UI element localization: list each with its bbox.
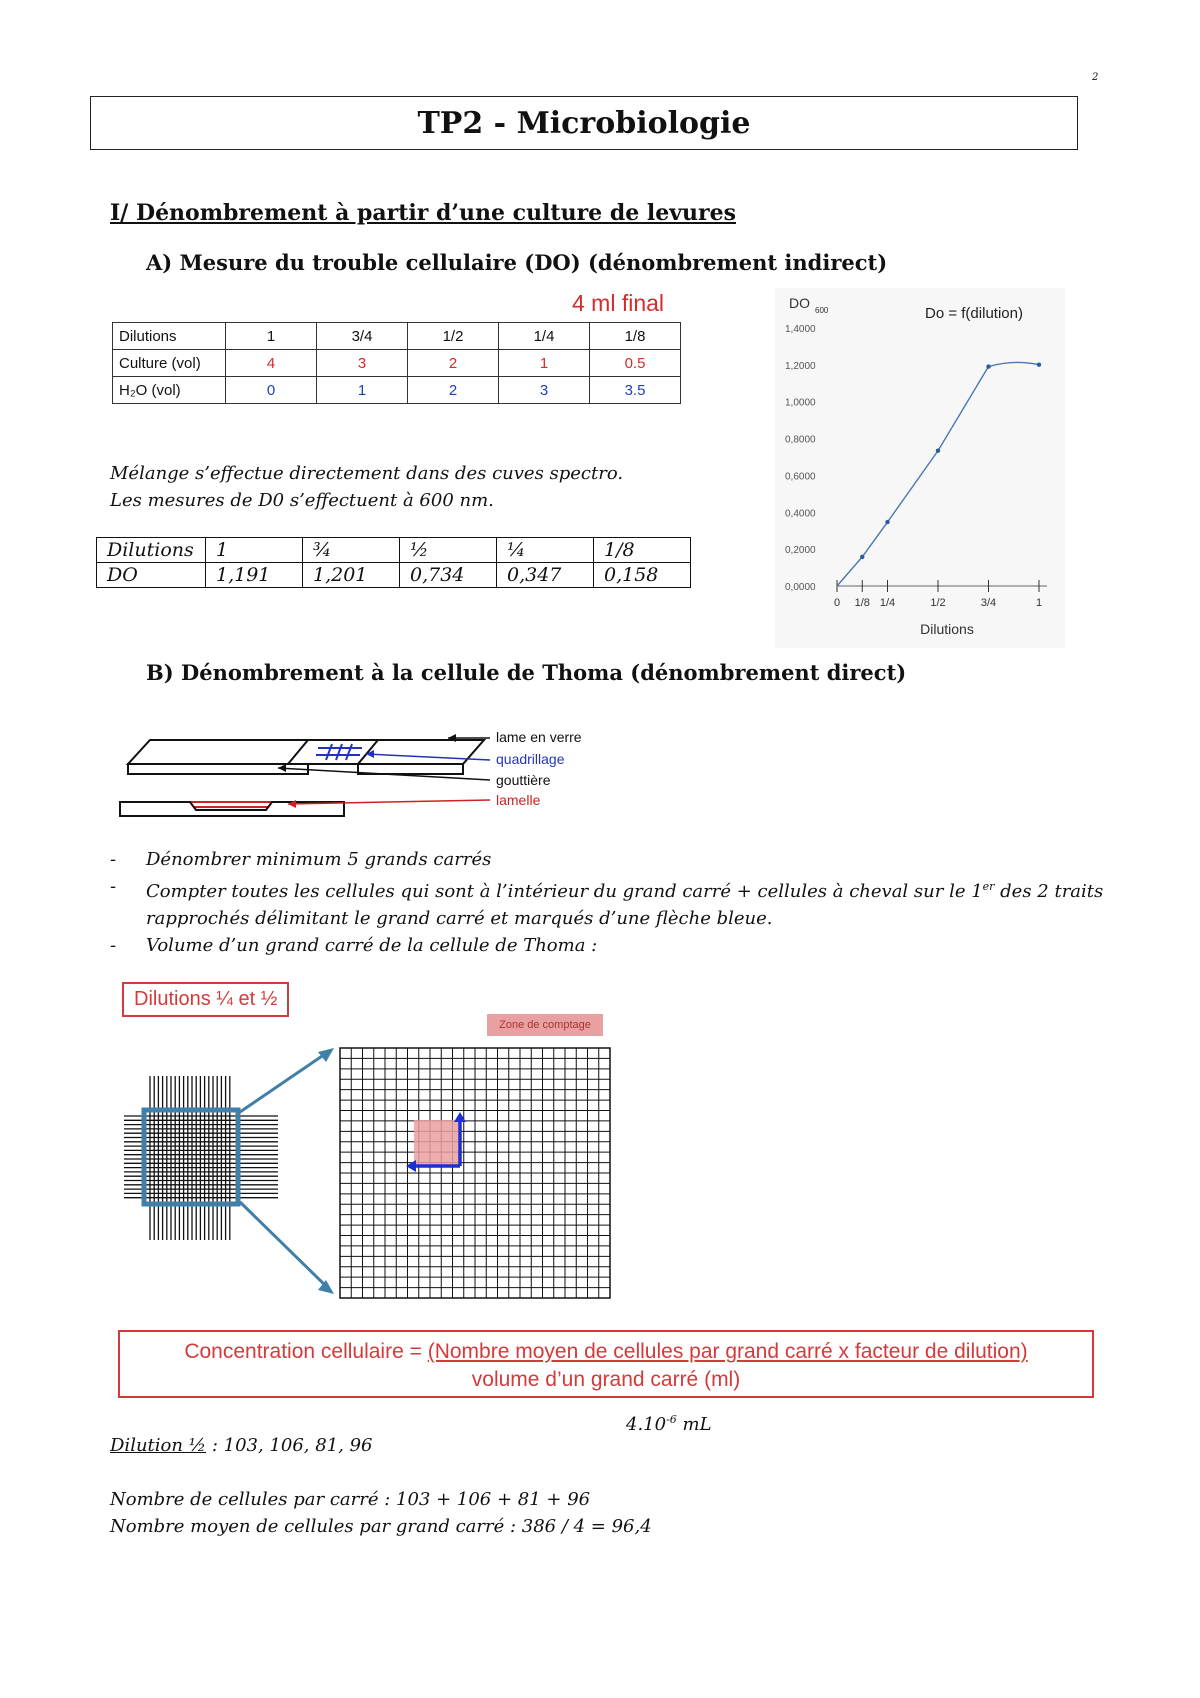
list-item: - Volume d’un grand carré de la cellule de Thoma :	[110, 932, 1110, 959]
y-tick-label: 1,2000	[785, 360, 816, 372]
table-cell: 1	[226, 323, 317, 350]
table-cell: 0,734	[400, 563, 497, 588]
y-tick-label: 0,6000	[785, 471, 816, 483]
page-number: 2	[1092, 72, 1099, 83]
final-volume-note: 4 ml final	[572, 290, 665, 316]
table-cell: 3.5	[590, 377, 681, 404]
table-cell: 1/8	[594, 538, 691, 563]
table-cell: 1	[317, 377, 408, 404]
table-row	[113, 377, 681, 404]
table-cell: 1,191	[206, 563, 303, 588]
prep-table	[112, 322, 681, 404]
table-cell: 0.5	[590, 350, 681, 377]
table-cell: Dilutions	[97, 538, 206, 563]
label-lame: lame en verre	[496, 729, 582, 745]
thoma-slide-diagram	[118, 718, 582, 830]
table-cell: ½	[400, 538, 497, 563]
formula-line-1	[120, 1340, 1092, 1364]
formula-numerator: (Nombre moyen de cellules par grand carré x facteur de dilution)	[427, 1340, 1028, 1363]
volume-value: $4.10^{-6}$ mL	[626, 1413, 712, 1435]
table-cell: 1	[206, 538, 303, 563]
y-tick-label: 0,4000	[785, 508, 816, 520]
label-quadrillage: quadrillage	[496, 751, 565, 767]
table-cell: 0	[226, 377, 317, 404]
x-tick-label: 1/2	[930, 597, 946, 609]
table-cell: 3/4	[317, 323, 408, 350]
do-table-wrap	[96, 537, 691, 588]
formula-box	[118, 1330, 1094, 1398]
thoma-grid-figure	[118, 1040, 618, 1308]
table-cell: 0,158	[594, 563, 691, 588]
table-cell: 3	[317, 350, 408, 377]
data-point	[885, 520, 889, 524]
table-cell: 2	[408, 350, 499, 377]
mix-text-2: Les mesures de D0 s’effectuent à 600 nm.	[110, 490, 494, 511]
chart-background	[775, 288, 1065, 648]
x-axis-label: Dilutions	[920, 621, 974, 637]
zoom-arrow-bottom	[240, 1202, 328, 1288]
table-cell: 4	[226, 350, 317, 377]
x-tick-label: 1/4	[879, 597, 896, 609]
data-point	[936, 449, 940, 453]
table-cell: 2	[408, 377, 499, 404]
data-point	[860, 555, 864, 559]
do-table	[96, 537, 691, 588]
y-tick-label: 1,0000	[785, 397, 816, 409]
table-cell: 1/2	[408, 323, 499, 350]
data-point	[1037, 362, 1041, 366]
x-tick-label: 1/8	[854, 597, 870, 609]
x-tick-label: 3/4	[980, 597, 997, 609]
dilution-line: Dilution ½ : 103, 106, 81, 96	[110, 1435, 373, 1456]
table-cell: DO	[97, 563, 206, 588]
slide-right	[358, 740, 484, 764]
table-cell: Dilutions	[113, 323, 226, 350]
instructions-list	[110, 846, 1110, 959]
table-cell: ¼	[497, 538, 594, 563]
data-point	[986, 364, 990, 368]
table-row	[113, 350, 681, 377]
zone-label: Zone de comptage	[487, 1014, 603, 1036]
table-cell: 1	[499, 350, 590, 377]
table-cell: 1,201	[303, 563, 400, 588]
table-cell: 1/8	[590, 323, 681, 350]
table-row	[97, 563, 691, 588]
label-lamelle: lamelle	[496, 792, 541, 808]
mean-cells: Nombre moyen de cellules par grand carré : 386 / 4 = 96,4	[110, 1516, 652, 1537]
chart-title: Do = f(dilution)	[925, 305, 1023, 322]
zoom-arrow-top	[240, 1052, 328, 1112]
cells-per-square: Nombre de cellules par carré : 103 + 106 + 81 + 96	[110, 1489, 591, 1510]
y-axis-label: DO	[789, 295, 810, 311]
mix-text-1: Mélange s’effectue directement dans des cuves spectro.	[110, 463, 624, 484]
table-cell: 0,347	[497, 563, 594, 588]
formula-lhs: Concentration cellulaire =	[184, 1340, 428, 1363]
formula-denominator: volume d’un grand carré (ml)	[471, 1368, 741, 1391]
table-cell: ¾	[303, 538, 400, 563]
table-cell: Culture (vol)	[113, 350, 226, 377]
prep-table-wrap	[112, 322, 681, 404]
section-b-heading: B) Dénombrement à la cellule de Thoma (dénombrement direct)	[146, 660, 907, 685]
page-title: TP2 - Microbiologie	[417, 105, 751, 141]
y-tick-label: 0,8000	[785, 434, 816, 446]
y-tick-label: 0,2000	[785, 545, 816, 557]
table-cell: 1/4	[499, 323, 590, 350]
section-1-heading: I/ Dénombrement à partir d’une culture de levures	[110, 200, 736, 226]
list-item: - Dénombrer minimum 5 grands carrés	[110, 846, 1110, 873]
y-tick-label: 0,0000	[785, 582, 816, 593]
section-a-heading: A) Mesure du trouble cellulaire (DO) (dénombrement indirect)	[146, 250, 888, 275]
zoom-arrowhead-top	[318, 1048, 334, 1062]
label-gouttiere: gouttière	[496, 772, 551, 788]
title-box	[90, 96, 1078, 150]
y-tick-label: 1,4000	[785, 324, 816, 335]
table-row	[97, 538, 691, 563]
list-item: - Compter toutes les cellules qui sont à l’intérieur du grand carré + cellules à cheval sur le 1er des 2 traits rapprochés délimitant le grand carré et marqués d’une flèche bleue.	[110, 873, 1110, 932]
x-tick-label: 1	[1035, 597, 1043, 609]
table-cell: 3	[499, 377, 590, 404]
do-chart	[775, 288, 1065, 648]
table-cell: H₂O (vol)	[113, 377, 226, 404]
x-tick-label: 0	[833, 597, 841, 609]
dilutions-label: Dilutions ¼ et ½	[122, 982, 289, 1017]
counting-zone	[414, 1120, 460, 1166]
table-row	[113, 323, 681, 350]
y-axis-label-sub: 600	[815, 306, 829, 315]
